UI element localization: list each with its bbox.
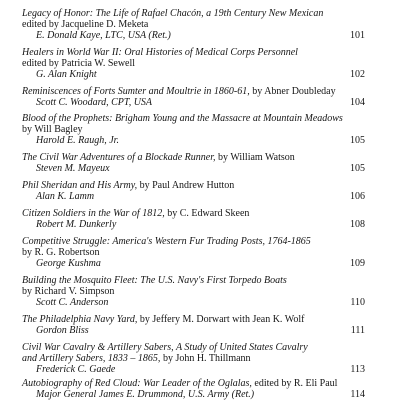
reviewer-name: Harold E. Raugh, Jr. xyxy=(36,135,119,147)
book-credit: by Paul Andrew Hutton xyxy=(137,180,235,191)
page-number: 109 xyxy=(350,258,365,270)
reviewer-row xyxy=(22,389,365,400)
page-number: 111 xyxy=(350,325,365,337)
review-entry xyxy=(22,152,365,174)
book-title: Competitive Struggle: America's Western Fur Trading Posts, 1764-1865 xyxy=(22,236,311,247)
review-entry xyxy=(22,8,365,42)
reviewer-name: George Kushma xyxy=(36,258,101,270)
book-title-continued: and Artillery Sabers, 1833 – 1865, xyxy=(22,353,161,365)
reviewer-row xyxy=(22,97,365,108)
page-number: 105 xyxy=(350,163,365,175)
book-credit: by Jeffery M. Dorwart with Jean K. Wolf xyxy=(137,314,305,325)
book-credit: by John H. Thillmann xyxy=(160,353,251,365)
reviewer-row xyxy=(22,219,365,230)
book-credit: by William Watson xyxy=(215,152,295,163)
review-entry xyxy=(22,47,365,81)
reviewer-row xyxy=(22,297,365,308)
review-entry xyxy=(22,113,365,147)
reviewer-name: Scott C. Woodard, CPT, USA xyxy=(36,97,153,109)
reviewer-row xyxy=(22,364,365,375)
book-credit: by Abner Doubleday xyxy=(249,86,336,97)
book-credit: edited by Jacqueline D. Meketa xyxy=(22,19,149,31)
review-entry xyxy=(22,378,365,400)
review-entry xyxy=(22,208,365,230)
book-title: Healers in World War II: Oral Histories of Medical Corps Personnel xyxy=(22,47,298,58)
page-number: 105 xyxy=(350,135,365,147)
page-number: 106 xyxy=(350,191,365,203)
book-title: Reminiscences of Forts Sumter and Moultrie in 1860-61, xyxy=(22,86,250,97)
reviewer-row xyxy=(22,163,365,174)
review-entry xyxy=(22,342,365,376)
title-line xyxy=(22,180,365,191)
title-line xyxy=(22,314,365,325)
page-number: 104 xyxy=(350,97,365,109)
reviewer-row xyxy=(22,69,365,80)
title-line xyxy=(22,353,365,364)
title-line xyxy=(22,208,365,219)
book-credit: by Richard V. Simpson xyxy=(22,286,115,298)
review-entry xyxy=(22,180,365,202)
reviewer-name: Gordon Bliss xyxy=(36,325,89,337)
book-title: Citizen Soldiers in the War of 1812, xyxy=(22,208,165,219)
reviewer-name: Steven M. Mayeux xyxy=(36,163,110,175)
book-title: Blood of the Prophets: Brigham Young and the Massacre at Mountain Meadows xyxy=(22,113,343,124)
reviewer-row xyxy=(22,135,365,146)
reviewer-name: E. Donald Kaye, LTC, USA (Ret.) xyxy=(36,30,171,42)
book-credit: edited by Patricia W. Sewell xyxy=(22,58,136,70)
reviewer-name: Scott C. Anderson xyxy=(36,297,109,309)
reviewer-row xyxy=(22,258,365,269)
title-line xyxy=(22,86,365,97)
reviewer-name: Frederick C. Gaede xyxy=(36,364,116,376)
review-entry xyxy=(22,314,365,336)
book-title: Civil War Cavalry & Artillery Sabers, A Study of United States Cavalry xyxy=(22,342,308,353)
review-entry xyxy=(22,86,365,108)
page-number: 102 xyxy=(350,69,365,81)
reviewer-name: G. Alan Knight xyxy=(36,69,97,81)
page-number: 114 xyxy=(350,389,365,400)
book-credit: by R. G. Robertson xyxy=(22,247,100,259)
page-number: 110 xyxy=(350,297,365,309)
title-line xyxy=(22,378,365,389)
book-title: The Philadelphia Navy Yard, xyxy=(22,314,138,325)
book-title: The Civil War Adventures of a Blockade Runner, xyxy=(22,152,216,163)
page-number: 101 xyxy=(350,30,365,42)
book-credit: by Will Bagley xyxy=(22,124,83,136)
review-entry xyxy=(22,275,365,309)
reviewer-row xyxy=(22,191,365,202)
reviewer-name: Robert M. Dunkerly xyxy=(36,219,117,231)
reviewer-row xyxy=(22,30,365,41)
book-credit: edited by R. Eli Paul xyxy=(251,378,338,389)
page-number: 113 xyxy=(350,364,365,376)
reviewer-name: Major General James E. Drummond, U.S. Army (Ret.) xyxy=(36,389,255,400)
title-line xyxy=(22,152,365,163)
review-entry xyxy=(22,236,365,270)
book-credit: by C. Edward Skeen xyxy=(164,208,250,219)
page-number: 108 xyxy=(350,219,365,231)
reviewer-row xyxy=(22,325,365,336)
book-title: Legacy of Honor: The Life of Rafael Chacón, a 19th Century New Mexican xyxy=(22,8,324,19)
reviewer-name: Alan K. Lamm xyxy=(36,191,95,203)
book-title: Building the Mosquito Fleet: The U.S. Navy's First Torpedo Boats xyxy=(22,275,287,286)
book-title: Phil Sheridan and His Army, xyxy=(22,180,138,191)
book-title: Autobiography of Red Cloud: War Leader of the Oglalas, xyxy=(22,378,252,389)
